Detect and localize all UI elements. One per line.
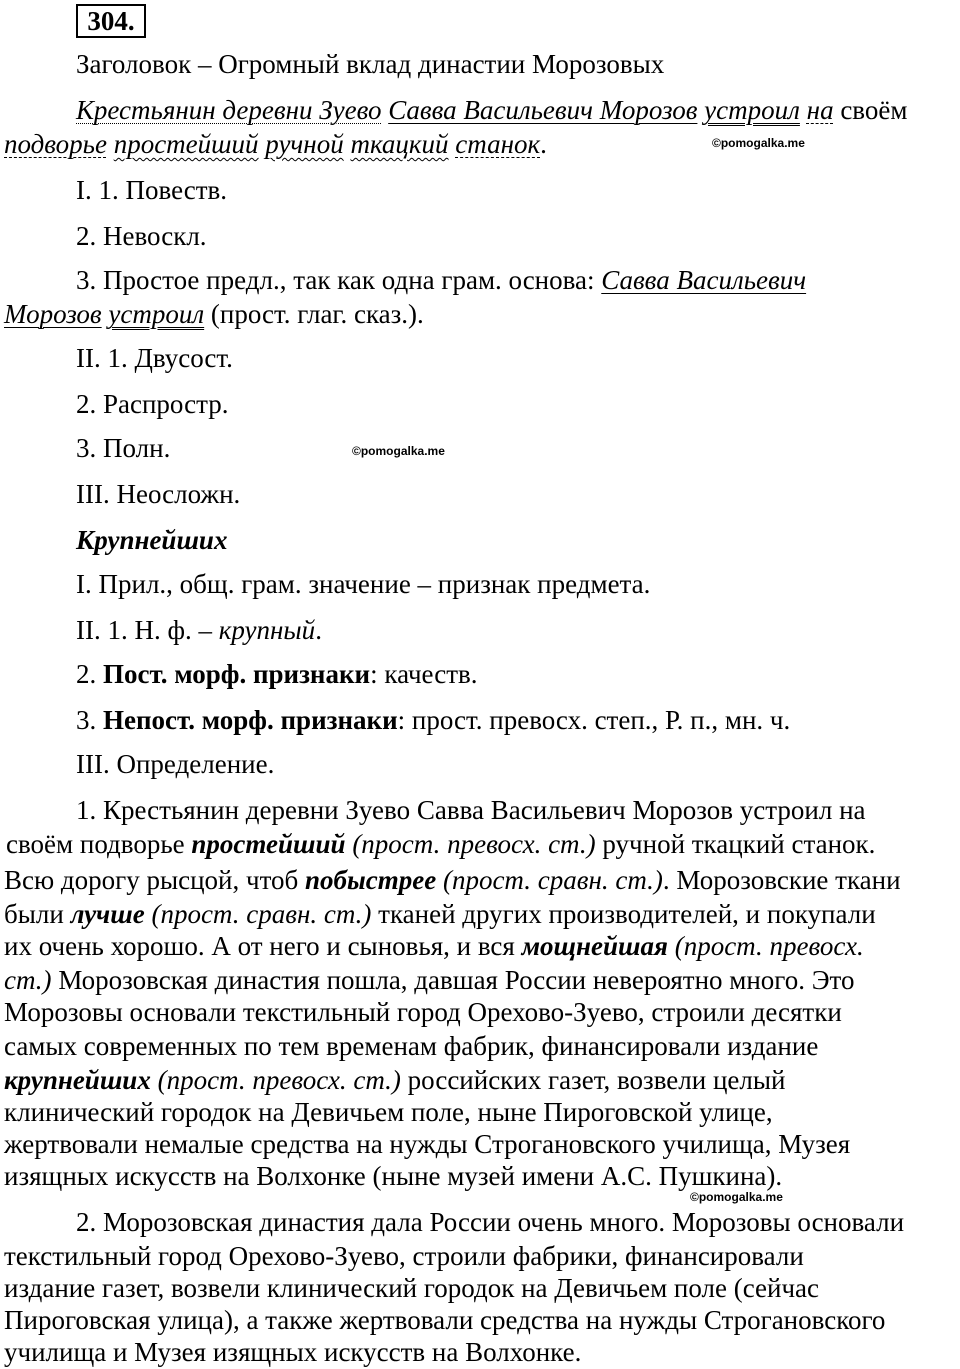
text1-text: своём подворье: [6, 829, 192, 859]
parse-subject: Савва Васильевич: [601, 265, 807, 295]
morph-line: [76, 706, 790, 736]
text1-highlight: мощнейшая: [521, 931, 668, 961]
morph-label: Непост. морф. признаки: [103, 705, 398, 735]
text1-text: российских газет, возвели целый: [400, 1065, 786, 1095]
text1-note: ст.): [4, 965, 52, 995]
text1-highlight: крупнейших: [4, 1065, 151, 1095]
parse-line: I. 1. Повеств.: [76, 175, 228, 205]
morph-text: : качеств.: [370, 659, 478, 689]
sentence-object: станок: [455, 129, 541, 159]
text1-text: тканей других производителей, и покупали: [371, 899, 876, 929]
text1-line: [6, 830, 875, 860]
text1-line: [4, 966, 854, 996]
morph-label: Пост. морф. признаки: [103, 659, 371, 689]
text2-line: училища и Музея изящных искусств на Волхонке.: [4, 1337, 582, 1367]
morph-text: 3.: [76, 705, 103, 735]
parse-line: [4, 300, 424, 330]
parse-line: 2. Невоскл.: [76, 221, 207, 251]
morph-line: [76, 616, 322, 646]
sentence-line-2: [4, 130, 547, 160]
sentence-word: своём: [833, 95, 908, 125]
text1-text: . Морозовские ткани: [662, 865, 901, 895]
text1-line: [4, 1066, 785, 1096]
text1-line: самых современных по тем временам фабрик, финансировали издание: [4, 1031, 819, 1061]
text1-text: были: [4, 899, 71, 929]
morph-line: [76, 660, 478, 690]
text1-highlight: побыстрее: [305, 865, 437, 895]
text1-text: ручной ткацкий станок.: [595, 829, 876, 859]
text1-highlight: лучше: [70, 899, 145, 929]
text1-text: Всю дорогу рысцой, чтоб: [4, 865, 306, 895]
text1-line: Морозовы основали текстильный город Орехово-Зуево, строили десятки: [4, 997, 842, 1027]
watermark: ©pomogalka.me: [352, 444, 445, 458]
parse-text: (прост. глаг. сказ.).: [204, 299, 424, 329]
heading: Заголовок – Огромный вклад династии Морозовых: [76, 49, 665, 79]
text2-line: Пироговская улица), а также жертвовали средства на нужды Строгановского: [4, 1305, 886, 1335]
text1-line: [4, 900, 876, 930]
sentence-circumstance: Крестьянин деревни Зуево: [76, 95, 382, 125]
text1-line: изящных искусств на Волхонке (ныне музей имени А.С. Пушкина).: [4, 1161, 783, 1191]
morph-word: Крупнейших: [76, 525, 228, 555]
morph-text: .: [315, 615, 322, 645]
sentence-object: подворье: [4, 129, 107, 159]
sentence-attribute: простейший: [113, 129, 259, 159]
text1-highlight: простейший: [191, 829, 346, 859]
text1-text: Морозовская династия пошла, давшая России невероятно много. Это: [51, 965, 855, 995]
text1-note: (прост. сравн. ст.): [436, 865, 663, 895]
text1-line: клинический городок на Девичьем поле, ныне Пироговской улице,: [4, 1097, 773, 1127]
morph-initial-form: крупный: [218, 615, 316, 645]
watermark: ©pomogalka.me: [690, 1190, 783, 1204]
morph-text: : прост. превосх. степ., Р. п., мн. ч.: [397, 705, 791, 735]
parse-line: III. Неосложн.: [76, 479, 241, 509]
text1-note: (прост. превосх. ст.): [345, 829, 596, 859]
parse-subject: Морозов: [4, 299, 102, 329]
watermark: ©pomogalka.me: [712, 136, 805, 150]
parse-line: II. 1. Двусост.: [76, 343, 233, 373]
sentence-attribute: ткацкий: [350, 129, 449, 159]
text1-line: [4, 932, 864, 962]
sentence-attribute: ручной: [265, 129, 344, 159]
sentence-line-1: [76, 96, 907, 126]
morph-text: 2.: [76, 659, 103, 689]
parse-line: 2. Распростр.: [76, 389, 229, 419]
text1-line: [4, 866, 901, 896]
sentence-period: .: [540, 129, 547, 159]
parse-line: [76, 266, 806, 296]
text2-line: 2. Морозовская династия дала России очень много. Морозовы основали: [76, 1207, 905, 1237]
text2-line: текстильный город Орехово-Зуево, строили фабрики, финансировали: [4, 1241, 804, 1271]
sentence-preposition: на: [806, 95, 834, 125]
text1-line: жертвовали немалые средства на нужды Строгановского училища, Музея: [4, 1129, 851, 1159]
text1-note: (прост. сравн. ст.): [144, 899, 372, 929]
morph-line: I. Прил., общ. грам. значение – признак предмета.: [76, 569, 651, 599]
morph-text: II. 1. Н. ф. –: [76, 615, 219, 645]
text1-text: их очень хорошо. А от него и сыновья, и вся: [4, 931, 522, 961]
text1-note: (прост. превосх.: [667, 931, 864, 961]
parse-line: 3. Полн.: [76, 433, 171, 463]
text2-line: издание газет, возвели клинический городок на Девичьем поле (сейчас: [4, 1273, 819, 1303]
text1-note: (прост. превосх. ст.): [150, 1065, 401, 1095]
parse-predicate: устроил: [108, 299, 205, 329]
exercise-number: 304.: [76, 4, 146, 38]
sentence-predicate: устроил: [704, 95, 800, 125]
sentence-subject: Савва Васильевич Морозов: [388, 95, 698, 125]
parse-text: 3. Простое предл., так как одна грам. основа:: [76, 265, 602, 295]
morph-line: III. Определение.: [76, 749, 275, 779]
text1-line: 1. Крестьянин деревни Зуево Савва Васильевич Морозов устроил на: [76, 795, 866, 825]
